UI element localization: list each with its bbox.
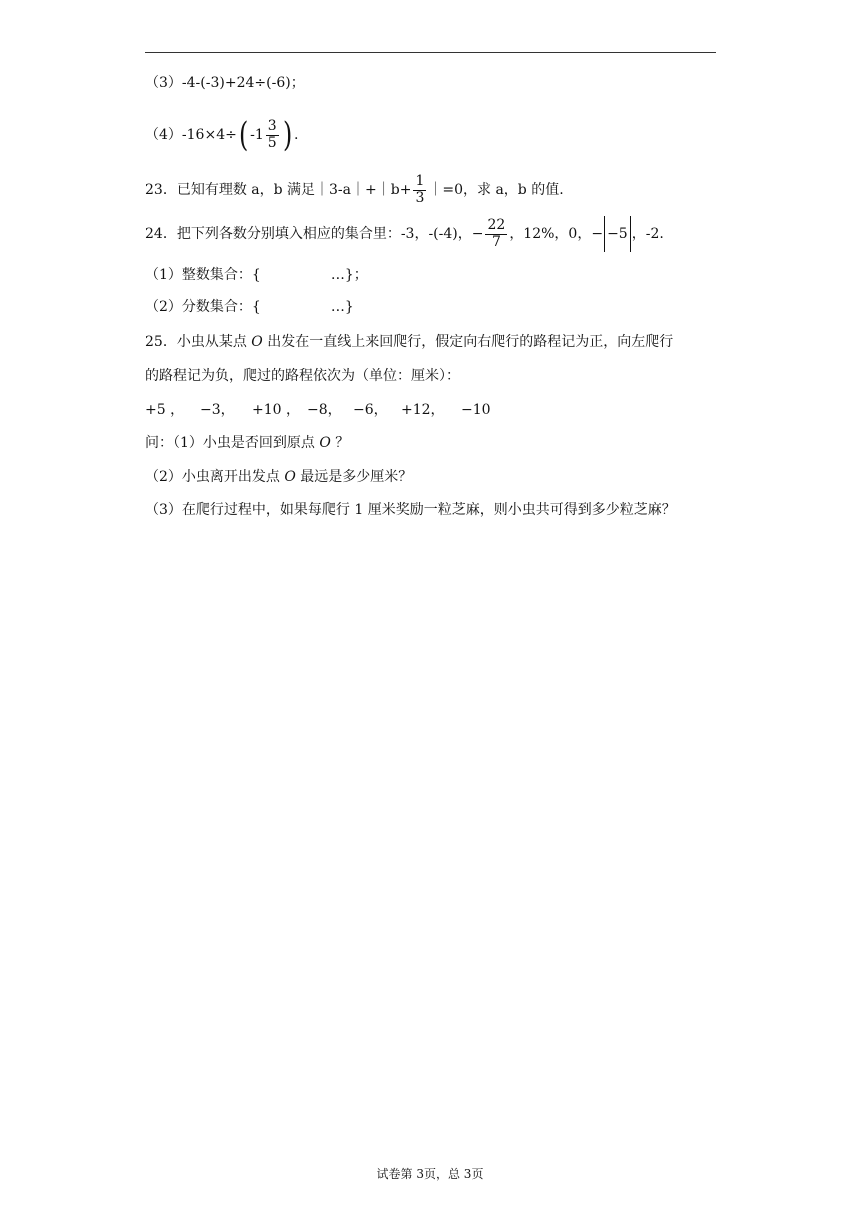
- q22-part3-label: （3）: [145, 75, 182, 91]
- sequence-item: −3，: [200, 402, 235, 418]
- q25-line2: [145, 366, 460, 386]
- left-paren: (: [238, 115, 249, 155]
- q22-part4: [145, 115, 298, 155]
- fraction-denominator: 7: [491, 233, 501, 250]
- q24-set-fractions: [145, 297, 354, 317]
- q23-text-pre: 23．已知有理数 a，b 满足｜3-a｜+｜b+: [145, 182, 412, 198]
- sequence-item: +10 ，: [252, 402, 300, 418]
- q25-ask1-end: ？: [330, 435, 350, 451]
- q25-distance-sequence: [145, 400, 491, 420]
- q24-abs-value: −5: [604, 216, 631, 252]
- q22-part4-fraction: [266, 119, 279, 151]
- q23-text-post: ｜=0，求 a，b 的值.: [428, 182, 564, 198]
- sequence-item: −8，: [307, 402, 342, 418]
- q23-fraction: [413, 174, 426, 206]
- q25-ask1-text: 问：（1）小虫是否回到原点: [145, 435, 320, 451]
- q25-ask2-end: 最远是多少厘米？: [295, 469, 413, 485]
- q25-text-a: 25．小虫从某点: [145, 334, 252, 350]
- q25-text-b: 出发在一直线上来回爬行，假定向右爬行的路程记为正，向左爬行: [262, 334, 674, 350]
- fraction-numerator: 22: [487, 217, 506, 234]
- sequence-item: −10: [461, 402, 491, 418]
- sequence-item: −6，: [353, 402, 388, 418]
- sequence-item: +12，: [401, 402, 445, 418]
- q25-ask2: [145, 467, 412, 487]
- fraction-numerator: 1: [415, 173, 425, 190]
- q22-part4-pre: -16×4÷: [181, 127, 237, 143]
- q24-text-mid: ，12%，0，: [509, 226, 592, 242]
- q24-neg-sign: −: [471, 226, 484, 242]
- point-o: O: [251, 334, 263, 350]
- q24-text-end: ，-2.: [631, 226, 664, 242]
- right-paren: ): [282, 115, 292, 155]
- q24-set2-end: …}: [330, 299, 354, 315]
- q24-text-pre: 24．把下列各数分别填入相应的集合里：-3，-(-4)，: [145, 226, 472, 242]
- q24-set-integers: [145, 265, 368, 285]
- fraction-numerator: 3: [267, 118, 277, 135]
- point-o: O: [319, 435, 331, 451]
- q25-text-line2: 的路程记为负，爬过的路程依次为（单位：厘米）：: [145, 368, 460, 384]
- q25-ask2-text: （2）小虫离开出发点: [145, 469, 285, 485]
- point-o: O: [284, 469, 296, 485]
- q24-set1-end: …}；: [330, 267, 368, 283]
- q25-ask3-text: （3）在爬行过程中，如果每爬行 1 厘米奖励一粒芝麻，则小虫共可得到多少粒芝麻？: [145, 502, 676, 518]
- q22-part4-whole: -1: [250, 127, 264, 143]
- q25-ask3: [145, 500, 676, 520]
- q22-part4-end: .: [293, 127, 299, 143]
- q22-part4-label: （4）: [145, 127, 182, 143]
- header-rule: [145, 52, 716, 53]
- q24-fraction: [485, 218, 507, 250]
- q25-line1: [145, 332, 673, 352]
- question-23: [145, 172, 564, 208]
- question-24: [145, 216, 664, 252]
- sequence-item: +5 ，: [145, 402, 185, 418]
- fraction-denominator: 5: [267, 134, 277, 151]
- q22-part3: [145, 73, 305, 93]
- q25-ask1: [145, 433, 349, 453]
- fraction-denominator: 3: [415, 189, 425, 206]
- q24-set1-label: （1）整数集合：{: [145, 267, 261, 283]
- q24-abs-neg: −: [591, 226, 604, 242]
- q22-part3-expr: -4-(-3)+24÷(-6)；: [181, 75, 305, 91]
- page-footer: 试卷第 3页，总 3页: [376, 1167, 484, 1181]
- q24-set2-label: （2）分数集合：{: [145, 299, 261, 315]
